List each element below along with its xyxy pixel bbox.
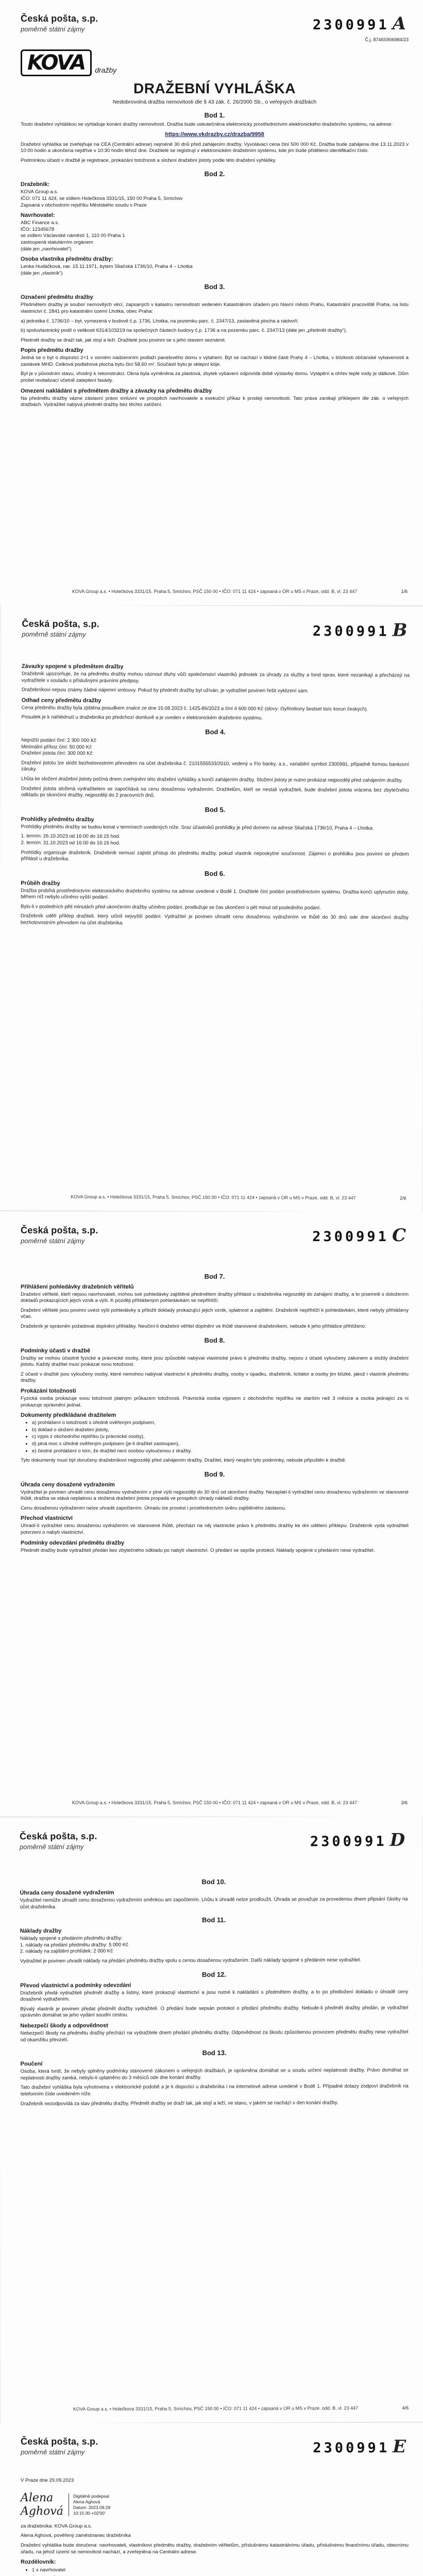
section-subheading: Dokumenty předkládané dražitelem [21, 1412, 116, 1419]
paragraph: Vydražitel je povinen uhradit náklady na předání předmětu dražby spolu s cenou dosaženou vydražením. Další náklady spojené s předáním nese vydražitel. [20, 1957, 361, 1964]
org-subtitle: poměrně státní zájmy [20, 1843, 84, 1851]
paragraph: Na předmětu dražby vázne zástavní právo smluvní ve prospěch navrhovatele a exekuční příkaz k prodeji nemovitosti. Tato práva zanikají příklepem dle zák. o veřejných dražbách. Vydražitel nabývá předmět dražby bez těchto zatížení. [21, 395, 409, 408]
section-subheading: Závazky spojené s předmětem dražby [22, 663, 124, 670]
section-heading: Bod 4. [205, 727, 226, 736]
org-block [21, 1225, 98, 1245]
section-subheading: Přechod vlastnictví [21, 1515, 73, 1522]
paragraph: Předmět dražby bude vydražiteli předán bez zbytečného odkladu po nabytí vlastnictví. O předání se sepíše protokol. Náklady spojené s předáním nese vydražitel. [21, 1547, 375, 1553]
page-header [20, 1830, 408, 1852]
list-item: • d) plná moc s úředně ověřeným podpisem (je-li dražitel zastoupen), [32, 1441, 409, 1448]
paragraph: a) jednotka č. 1736/10 – byt, vymezená v budově č.p. 1736, Lhotka, na pozemku parc. č. 2347/13, zastavěná plocha a nádvoří; [21, 318, 299, 324]
section-subheading: Úhrada ceny dosažené vydražením [21, 1481, 115, 1488]
paragraph: Prohlídky organizuje dražebník. Dražebník nemusí zajistit přístup do předmětu dražby, pokud vlastník neposkytne součinnost. Zájemci o prohlídku jsou povinni se předem přihlásit u dražebníka. [21, 849, 409, 862]
paragraph: Cenu dosaženou vydražením nelze uhradit započtením. Úhradu lze provést i prostřednictvím úvěru zajištěného zástavou. [21, 1505, 286, 1511]
section-heading: Bod 9. [204, 1470, 225, 1478]
document-page [0, 605, 423, 1212]
document-title: DRAŽEBNÍ VYHLÁŠKA [133, 80, 296, 96]
paragraph: Posudek je k nahlédnutí u dražebníka po předchozí domluvě a je uveden v elektronickém dražebním systému. [21, 714, 263, 721]
document-page [0, 1817, 423, 2424]
section-heading: Bod 13. [202, 2049, 227, 2057]
paragraph: Jedná se o byt o dispozici 2+1 v osmém nadzemním podlaží panelového domu s výtahem. Byt se nachází v klidné části Prahy 4 – Lhotka, v blízkosti občanské vybavenosti a zastávek MHD. Celková podlahová plocha bytu činí 58,60 m². Součástí bytu je sklepní kóje. [21, 355, 409, 367]
document-page [0, 0, 423, 606]
section-subheading: Omezení nakládání s předmětem dražby a závazky na předmětu dražby [21, 387, 212, 394]
section-subheading: Průběh dražby [21, 879, 60, 887]
stamp-suffix: E [393, 2436, 409, 2458]
org-subtitle: poměrně státní zájmy [21, 25, 85, 33]
page-footer: KOVA Group a.s. • Holečkova 3331/15, Praha 5, Smíchov, PSČ 150 00 • IČO: 071 11 424 • zapsaná v OR u MS v Praze, odd. B, vl. 23 447 [72, 1800, 358, 1806]
paragraph: Dražební jistota složená vydražitelem se započítává na cenu dosaženou vydražením. Dražitelům, kteří se nestali vydražiteli, bude dražební jistota vrácena bez zbytečného odkladu po skončení dražby, nejpozději do 2 pracovních dnů. [21, 785, 410, 799]
org-name: Česká pošta, s.p. [21, 1225, 98, 1235]
paragraph: Dražebník předá vydražiteli předmět dražby a listiny, které prokazují vlastnictví a jsou nutné k nakládání s předmětem dražby, a to po předložení dokladu o úhradě ceny dosažené vydražením. [20, 1989, 409, 2003]
org-block [22, 618, 99, 638]
org-name: Česká pošta, s.p. [20, 1831, 97, 1842]
page-number: 4/6 [402, 2405, 409, 2411]
section-heading: Bod 1. [204, 111, 225, 119]
case-stamp [312, 1225, 409, 1246]
paragraph: Dražební jistotu lze složit bezhotovostním převodem na účet dražebníka č. 2101555533/2010, vedený u Fio banky, a.s., variabilní symbol 2300991, případně formou bankovní záruky. [21, 759, 410, 772]
section-subheading: Podmínky účasti v dražbě [21, 1347, 91, 1354]
case-stamp [313, 620, 410, 641]
spacer [21, 1246, 409, 1266]
stamp-number: 2300991 [313, 2440, 390, 2456]
paragraph: Touto dražební vyhláškou se vyhlašuje konání dražby nemovitostí. Dražba bude uskutečněna elektronicky prostřednictvím elektronického dražebního systému, na adrese: [21, 122, 393, 127]
stamp-number: 2300991 [310, 1834, 387, 1850]
org-block [21, 2436, 98, 2456]
stamp-block [312, 1225, 409, 1246]
paragraph: Dražební věřitelé jsou povinni uvést výši pohledávky a přiložit doklady prokazující jejich vznik, splatnost a zajištění. Dražebník nepřihlíží k pohledávkám, které nebyly přihlášeny včas. [21, 1307, 409, 1320]
signature-name [21, 2492, 63, 2518]
case-stamp [313, 13, 409, 34]
document-page [0, 1212, 423, 1818]
spacer [22, 639, 410, 661]
paragraph: Tato dražební vyhláška byla vyhotovena v elektronické podobě a je k dispozici u dražebníka i na internetové adrese uvedené v Bodě 1. Případné dotazy zodpoví dražebník na telefonním čísle uvedeném níže. [20, 2083, 409, 2097]
document-page [0, 2423, 423, 2576]
info-block: Náklady spojené s předáním předmětu dražby: 1. náklady na předání předmětu dražby: 5 000 Kč 2. náklady na zajištění prohlídek: 2 000 Kč [20, 1936, 128, 1955]
section-heading: Bod 2. [204, 170, 225, 178]
paragraph: Předmětem dražby je soubor nemovitých věcí, zapsaných v katastru nemovitostí vedeném Katastrálním úřadem pro hlavní město Prahu, Katastrální pracoviště Praha, na listu vlastnictví č. 2841 pro katastrální území Lhotka, obec Praha: [21, 302, 409, 314]
signature [21, 2492, 409, 2518]
section-subheading: Prokázání totožnosti [21, 1387, 76, 1394]
section-subheading: Přihlášení pohledávky dražebních věřitelů [21, 1283, 134, 1290]
stamp-suffix: D [390, 1830, 408, 1851]
org-name: Česká pošta, s.p. [21, 2436, 98, 2447]
reference-number: Č.j. 8746S906984/23 [365, 37, 409, 42]
info-block: KOVA Group a.s. IČO: 071 11 424, se sídlem Holečkova 3331/15, 150 00 Praha 5, Smíchov Zapsaná v obchodním rejstříku Městského soudu v Praze [21, 189, 183, 208]
document-subtitle: Nedobrovolná dražba nemovitosti dle § 43 zák. č. 26/2000 Sb., o veřejných dražbách [112, 99, 317, 105]
section-subheading: Převod vlastnictví a podmínky odevzdání [20, 1982, 131, 1989]
auction-link[interactable]: https://www.vkdrazby.cz/drazba/9958 [165, 131, 264, 138]
org-subtitle: poměrně státní zájmy [21, 2448, 85, 2456]
list-item: • e) čestné prohlášení o tom, že dražitel není osobou vyloučenou z dražby. [32, 1448, 409, 1455]
section-heading: Bod 3. [204, 283, 225, 291]
paragraph: Vydražitel nemůže uhradit cenu dosaženou vydražením směnkou ani započtením. Lhůtu k úhradě nelze prodloužit. Úhrada se považuje za provedenou dnem připsání částky na účet dražebníka. [20, 1896, 408, 1910]
paragraph: Byt je v původním stavu, vhodný k rekonstrukci. Okna byla vyměněna za plastová, zbytek vybavení odpovídá době výstavby domu. Vytápění a ohřev teplé vody je dálkové. Dům prošel revitalizací včetně zateplení fasády. [21, 371, 409, 384]
page-header [21, 2436, 409, 2457]
signature-last-name: Aghová [21, 2504, 63, 2518]
paragraph: Dražby se mohou účastnit fyzické a právnické osoby, které jsou způsobilé nabývat vlastnické právo k předmětu dražby, nejsou z účasti vyloučeny zákonem a složily dražební jistotu. Každý dražitel musí prokázat svou totožnost. [21, 1355, 409, 1368]
section-heading: Bod 11. [201, 1916, 226, 1924]
org-name: Česká pošta, s.p. [21, 13, 98, 24]
info-block: ABC Finance a.s. IČO: 12345678 se sídlem Václavské náměstí 1, 110 00 Praha 1 zastoupená statutárním orgánem (dále jen „navrhovatel“) [21, 220, 125, 252]
section-subheading: Dražebník: [21, 181, 50, 188]
stamp-block [310, 1830, 408, 1851]
paragraph: Dražební vyhláška bude doručena: navrhovateli, vlastníkovi předmětu dražby, dražebním věřitelům, příslušnému katastrálnímu úřadu, příslušnému finančnímu úřadu, obecnímu úřadu, na jehož území se nemovitost nachází, a zveřejněna na Centrální adrese. [21, 2542, 409, 2555]
paragraph: Tyto dokumenty musí být doručeny dražebníkovi nejpozději před zahájením dražby. Dražitel, který nesplní tyto podmínky, nebude připuštěn k dražbě. [21, 1458, 347, 1464]
paragraph: Dražebník je oprávněn požadovat doplnění přihlášky. Neučiní-li dražební věřitel doplnění ve lhůtě stanovené dražebníkem, nebude k jeho přihlášce přihlíženo. [21, 1323, 366, 1329]
section-subheading: Popis předmětu dražby [21, 347, 83, 354]
paragraph: Fyzická osoba prokazuje svou totožnost platným průkazem totožnosti. Právnická osoba výpisem z obchodního rejstříku ne starším než 3 měsíce a osoba jednající za ni prokazuje oprávnění jednat. [21, 1395, 409, 1408]
section-subheading: Navrhovatel: [21, 212, 55, 219]
list-item: • b) doklad o složení dražební jistoty, [32, 1427, 409, 1434]
paragraph: Dražebník nezodpovídá za stav předmětu dražby. Předmět dražby se draží tak, jak stojí a leží, ve stavu, v jakém se nachází v den konání dražby. [20, 2100, 339, 2107]
page-header [21, 13, 409, 42]
page-footer: KOVA Group a.s. • Holečkova 3331/15, Praha 5, Smíchov, PSČ 150 00 • IČO: 071 11 424 • zapsaná v OR u MS v Praze, odd. B, vl. 23 447 [71, 1194, 356, 1200]
org-subtitle: poměrně státní zájmy [22, 630, 86, 638]
signature-first-name: Alena [21, 2491, 54, 2504]
paragraph: za dražebníka: KOVA Group a.s. [21, 2523, 92, 2529]
stamp-number: 2300991 [312, 1228, 389, 1245]
paragraph: Podmínkou účasti v dražbě je registrace, prokázání totožnosti a složení dražební jistoty podle této dražební vyhlášky. [21, 157, 277, 163]
page-footer: KOVA Group a.s. • Holečkova 3331/15, Praha 5, Smíchov, PSČ 150 00 • IČO: 071 11 424 • zapsaná v OR u MS v Praze, odd. B, vl. 23 447 [72, 588, 358, 594]
page-number: 2/6 [400, 1195, 407, 1201]
paragraph: Dražba probíhá prostřednictvím elektronického dražebního systému na adrese uvedené v Bodě 1. Dražitelé činí podání prostřednictvím systému. Dražba končí uplynutím doby, během níž nebylo učiněno vyšší podání. [21, 887, 409, 901]
paragraph: V Praze dne 29.09.2023 [21, 2478, 74, 2484]
section-heading: Bod 12. [202, 1970, 227, 1979]
paragraph: Prohlídky předmětu dražby se budou konat v termínech uvedených níže. Sraz účastníků prohlídky je před domem na adrese Sliačská 1736/10, Praha 4 – Lhotka. [21, 823, 374, 831]
section-heading: Bod 10. [201, 1878, 226, 1886]
stamp-suffix: B [392, 620, 410, 641]
section-subheading: Úhrada ceny dosažené vydražením [20, 1890, 114, 1896]
logo-mark: KOVA [21, 49, 92, 76]
org-block [20, 1831, 97, 1851]
list-item: • a) prohlášení o totožnosti s úředně ověřeným podpisem, [32, 1420, 409, 1427]
paragraph: Dražebník upozorňuje, že na předmětu dražby mohou váznout dluhy vůči společenství vlastníků jednotek za úhrady za služby a fond oprav, které nezanikají a přecházejí na vydražitele v souladu s příslušnými právními předpisy. [21, 671, 410, 684]
section-subheading: Podmínky odevzdání předmětu dražby [21, 1539, 125, 1546]
page-number: 1/6 [401, 588, 408, 594]
distribution-item: • 1 x navrhovatel [32, 2567, 409, 2574]
section-subheading: Náklady dražby [20, 1928, 62, 1935]
paragraph: Lhůta ke složení dražební jistoty počíná dnem zveřejnění této dražební vyhlášky a končí zahájením dražby. Složení jistoty je nutno prokázat nejpozději před zahájením dražby. [21, 776, 403, 784]
section-subheading: Označení předmětu dražby [21, 294, 93, 301]
section-subheading: Poučení [20, 2061, 43, 2067]
org-subtitle: poměrně státní zájmy [21, 1236, 85, 1245]
spacer [20, 1851, 408, 1873]
info-block: Nejnižší podání činí: 2 300 000 Kč Minimální příhoz činí: 50 000 Kč Dražební jistota činí: 300 000 Kč [21, 737, 97, 756]
kova-logo [21, 49, 409, 76]
section-heading: Bod 5. [205, 805, 226, 814]
org-name: Česká pošta, s.p. [22, 618, 99, 629]
stamp-suffix: C [392, 1225, 409, 1246]
paragraph: Dražební věřitelé, kteří nejsou navrhovateli, mohou své pohledávky zajištěné předmětem dražby přihlásit u dražebníka nejpozději do zahájení dražby, a to písemně s doložením dokladů prokazujících jejich vznik a výši. K později přihlášeným pohledávkám se nepřihlíží. [21, 1291, 409, 1304]
paragraph: Vydražitel je povinen uhradit cenu dosaženou vydražením v plné výši nejpozději do 30 dnů od skončení dražby. Nezaplatí-li vydražitel cenu dosaženou vydražením ve stanovené lhůtě, dražba se stává neplatnou a složená dražební jistota propadá ve prospěch úhrady nákladů dražby. [21, 1489, 409, 1502]
document-list [21, 1420, 409, 1454]
stamp-block [313, 2436, 409, 2457]
paragraph: Z účasti v dražbě jsou vyloučeny osoby, které nemohou nabývat vlastnictví k předmětu dražby, osoby v úpadku, dražebník, licitátor a osoby jim blízké, jakož i vlastník předmětu dražby. [21, 1371, 409, 1384]
page-number: 3/6 [401, 1800, 408, 1806]
paragraph: Nebezpečí škody na předmětu dražby přechází na vydražitele dnem předání předmětu dražby. Odpovědnost za škodu způsobenou provozem předmětu dražby nese vydražitel od okamžiku převzetí. [20, 2029, 409, 2043]
section-subheading: Nebezpečí škody a odpovědnost [20, 2023, 108, 2029]
paragraph: Předmět dražby se draží tak, jak stojí a leží. Dražitelé jsou povinni se s jeho stavem seznámit. [21, 337, 226, 343]
info-block: 1. termín: 26.10.2023 od 16:00 do 16:15 hod. 2. termín: 31.10.2023 od 16:00 do 16:15 hod. [21, 833, 121, 846]
digital-signature-info: Digitálně podepsal Alena Aghová Datum: 2023.09.29 10:15:30 +02'00' [69, 2494, 110, 2516]
paragraph: Dražebníkovi nejsou známy žádné nájemní smlouvy. Pokud by předmět dražby byl užíván, je vydražitel povinen řešit vyklizení sám. [21, 687, 309, 694]
page-header [22, 618, 410, 640]
stamp-suffix: A [392, 13, 409, 34]
paragraph: Osoba, která tvrdí, že nebyly splněny podmínky stanovené zákonem o veřejných dražbách, je oprávněna domáhat se u soudu určení neplatnosti dražby. Právo domáhat se neplatnosti dražby zaniká, nebylo-li uplatněno do 3 měsíců ode dne konání dražby. [20, 2067, 409, 2081]
logo-subtitle: dražby [95, 66, 117, 74]
section-heading: Bod 6. [204, 869, 225, 877]
stamp-number: 2300991 [312, 623, 390, 640]
case-stamp [310, 1830, 408, 1851]
info-block: Lenka Hudáčková, nar. 15.11.1971, bytem Sliačská 1736/10, Praha 4 – Lhotka (dále jen „vlastník“) [21, 264, 193, 276]
stamp-number: 2300991 [312, 17, 390, 33]
section-heading: Bod 7. [204, 1272, 225, 1280]
stamp-block [313, 13, 409, 42]
paragraph: Bývalý vlastník je povinen předat předmět dražby vydražiteli. O předání bude sepsán protokol o předání předmětu dražby. Nebude-li předmět dražby předán, je vydražitel oprávněn domáhat se jeho vydání soudní cestou. [20, 2005, 409, 2019]
list-item: • c) výpis z obchodního rejstříku (u právnické osoby), [32, 1434, 409, 1440]
section-subheading: Prohlídky předmětu dražby [21, 816, 94, 823]
paragraph: b) spoluvlastnický podíl o velikosti 6314/103219 na společných částech budovy č.p. 1736 a na pozemku parc. č. 2347/13 (dále jen „předmět dražby“). [21, 328, 347, 334]
paragraph: Bylo-li v posledních pěti minutách před ukončením dražby učiněno podání, prodlužuje se čas ukončení o pět minut od posledního podání. [20, 904, 321, 911]
page-footer: KOVA Group a.s. • Holečkova 3331/15, Praha 5, Smíchov, PSČ 150 00 • IČO: 071 11 424 • zapsaná v OR u MS v Praze, odd. B, vl. 23 447 [73, 2405, 359, 2412]
section-subheading: Osoba vlastníka předmětu dražby: [21, 256, 113, 263]
distribution-list [21, 2567, 409, 2576]
paragraph: Uhradí-li vydražitel cenu dosaženou vydražením ve stanovené lhůtě, přechází na něj vlastnické právo k předmětu dražby ke dni udělení příklepu. Dražebník vydá vydražiteli potvrzení o nabytí vlastnictví. [21, 1523, 409, 1536]
paragraph: Cena předmětu dražby byla zjištěna posudkem znalce ze dne 15.08.2023 č. 1425-86/2023 a činí 4 600 000 Kč (slovy: čtyřimiliony šestset tisíc korun českých). [21, 704, 368, 712]
page-header [21, 1225, 409, 1246]
paragraph: Alena Aghová, pověřený zaměstnanec dražebníka [21, 2533, 131, 2539]
paragraph: Dražebník udělí příklep dražiteli, který učinil nejvyšší podání. Vydražitel je povinen uhradit cenu dosaženou vydražením ve lhůtě do 30 dnů ode dne skončení dražby bezhotovostním převodem na účet dražebníka. [20, 913, 409, 926]
stamp-block [313, 620, 410, 641]
org-block [21, 13, 98, 33]
case-stamp [313, 2436, 409, 2457]
section-heading: Bod 8. [204, 1336, 225, 1344]
distribution-heading: Rozdělovník: [21, 2559, 56, 2566]
spacer [21, 2457, 409, 2478]
section-subheading: Odhad ceny předmětu dražby [21, 697, 101, 704]
paragraph: Dražební vyhláška se zveřejňuje na CEA (Centrální adrese) nejméně 30 dnů před zahájením dražby. Vyvolávací cena činí 500 000 Kč. Dražba bude zahájena dne 13.11.2023 v 10:00 hodin a ukončena nejdříve v 10:30 hodin téhož dne. Dražitelé se registrují v elektronickém dražebním systému, kde jim bude přiděleno identifikační číslo. [21, 141, 409, 154]
